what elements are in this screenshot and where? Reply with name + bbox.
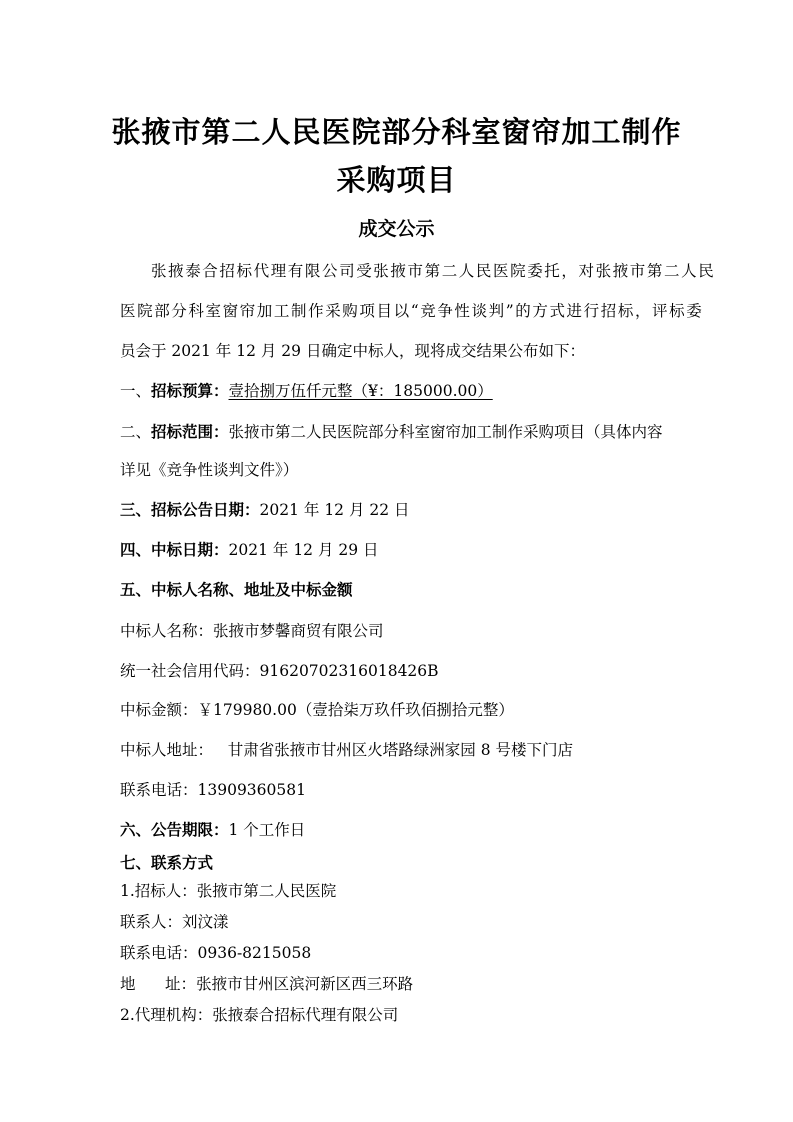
contact-tenderer: 1.招标人：张掖市第二人民医院 — [120, 882, 337, 900]
winner-amount: 中标金额：￥179980.00（壹拾柒万玖仟玖佰捌拾元整） — [120, 701, 514, 719]
winner-address: 中标人地址： 甘肃省张掖市甘州区火塔路绿洲家园 8 号楼下门店 — [120, 741, 573, 759]
award-date-label: 四、中标日期： — [120, 541, 229, 559]
scope-value-continued: 详见《竞争性谈判文件》） — [120, 461, 299, 479]
contact-heading: 七、联系方式 — [120, 854, 214, 872]
period-row — [120, 820, 305, 840]
period-label: 六、公告期限： — [120, 821, 229, 839]
contact-address-value: 张掖市甘州区滨河新区西三环路 — [196, 975, 414, 993]
intro-line-3: 员会于 2021 年 12 月 29 日确定中标人，现将成交结果公布如下： — [120, 342, 585, 360]
winner-phone: 联系电话：13909360581 — [120, 781, 306, 799]
period-value: 1 个工作日 — [228, 821, 306, 839]
award-date-value: 2021 年 12 月 29 日 — [228, 541, 379, 559]
award-date-row — [120, 540, 379, 560]
contact-phone: 联系电话：0936-8215058 — [120, 944, 312, 962]
scope-value: 张掖市第二人民医院部分科室窗帘加工制作采购项目（具体内容 — [228, 423, 663, 441]
contact-agency: 2.代理机构：张掖泰合招标代理有限公司 — [120, 1006, 399, 1024]
winner-heading: 五、中标人名称、地址及中标金额 — [120, 581, 353, 599]
scope-row — [120, 422, 663, 442]
contact-person: 联系人：刘汶漾 — [120, 913, 229, 931]
budget-prefix: 一、 — [120, 382, 152, 400]
intro-line-1: 张掖泰合招标代理有限公司受张掖市第二人民医院委托，对张掖市第二人民 — [151, 262, 716, 280]
document-title-line2: 采购项目 — [336, 163, 457, 197]
winner-credit-code: 统一社会信用代码：91620702316018426B — [120, 662, 439, 680]
document-subtitle: 成交公示 — [358, 218, 435, 240]
scope-prefix: 二、 — [120, 423, 152, 441]
scope-label: 招标范围： — [151, 423, 229, 441]
winner-name: 中标人名称：张掖市梦馨商贸有限公司 — [120, 622, 384, 640]
budget-label: 招标预算： — [151, 382, 229, 400]
document-title-line1: 张掖市第二人民医院部分科室窗帘加工制作 — [111, 115, 682, 149]
budget-value: 壹拾捌万伍仟元整（¥：185000.00） — [228, 382, 493, 400]
budget-row — [120, 381, 493, 401]
contact-address-label: 地 址： — [120, 975, 197, 993]
intro-line-2: 医院部分科室窗帘加工制作采购项目以“竞争性谈判”的方式进行招标，评标委 — [120, 302, 704, 320]
announce-date-label: 三、招标公告日期： — [120, 501, 260, 519]
announce-date-value: 2021 年 12 月 22 日 — [259, 501, 410, 519]
contact-address-row — [120, 974, 413, 994]
announce-date-row — [120, 500, 410, 520]
